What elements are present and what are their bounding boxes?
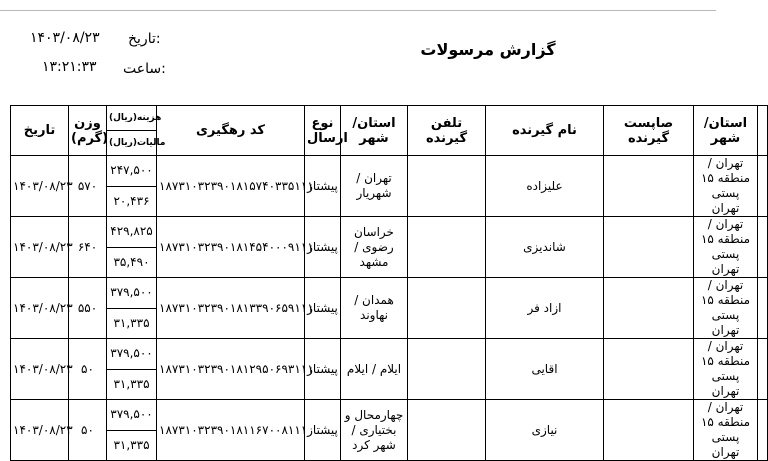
shipments-table — [10, 105, 768, 461]
table-row — [11, 156, 768, 187]
col-weight: وزن (گرم) — [69, 106, 107, 156]
cell-date: ۱۴۰۳/۰۸/۲۳ — [11, 217, 69, 278]
cell-send-type: پیشتاز — [305, 278, 341, 339]
cell-recipient-phone — [408, 339, 486, 400]
cell-tracking-code: ۱۸۷۳۱۰۳۲۳۹۰۱۸۱۳۳۹۰۶۵۹۱۱۱ — [157, 278, 305, 339]
cell-tracking-code: ۱۸۷۳۱۰۳۲۳۹۰۱۸۱۴۵۴۰۰۰۹۱۱۱ — [157, 217, 305, 278]
col-recipient-phone: تلفن گیرنده — [408, 106, 486, 156]
table-header-row — [11, 106, 768, 131]
cell-cost: ۳۷۹,۵۰۰ — [107, 278, 157, 309]
col-cost: هزینه(ریال) — [107, 106, 157, 131]
cell-tax: ۲۰,۴۳۶ — [107, 186, 157, 217]
cell-date: ۱۴۰۳/۰۸/۲۳ — [11, 339, 69, 400]
col-recipient-name: نام گیرنده — [486, 106, 604, 156]
cell-origin-province-city: تهران / منطقه ۱۵ پستی تهران — [694, 217, 758, 278]
cell-cut-off — [758, 339, 768, 400]
cell-date: ۱۴۰۳/۰۸/۲۳ — [11, 278, 69, 339]
col-recipient-postcode: صاپست گیرنده — [604, 106, 694, 156]
cell-tax: ۳۱,۳۳۵ — [107, 308, 157, 339]
cell-weight: ۵۰ — [69, 339, 107, 400]
cell-recipient-postcode — [604, 156, 694, 217]
cell-date: ۱۴۰۳/۰۸/۲۳ — [11, 400, 69, 461]
col-send-type: نوع ارسال — [305, 106, 341, 156]
cell-cut-off — [758, 156, 768, 217]
col-tracking-code: کد رهگیری — [157, 106, 305, 156]
cell-cost: ۳۷۹,۵۰۰ — [107, 339, 157, 370]
cell-weight: ۵۵۰ — [69, 278, 107, 339]
cell-send-type: پیشتاز — [305, 217, 341, 278]
cell-recipient-phone — [408, 400, 486, 461]
table-row — [11, 339, 768, 370]
cell-weight: ۶۴۰ — [69, 217, 107, 278]
cell-dest-province-city: خراسان رضوی / مشهد — [341, 217, 408, 278]
cell-recipient-postcode — [604, 217, 694, 278]
cell-recipient-phone — [408, 156, 486, 217]
cell-recipient-postcode — [604, 339, 694, 400]
cell-tax: ۳۱,۳۳۵ — [107, 430, 157, 461]
table-row — [11, 400, 768, 431]
cell-recipient-phone — [408, 278, 486, 339]
cell-recipient-name: نیازی — [486, 400, 604, 461]
cell-origin-province-city: تهران / منطقه ۱۵ پستی تهران — [694, 339, 758, 400]
cell-cut-off — [758, 278, 768, 339]
cell-origin-province-city: تهران / منطقه ۱۵ پستی تهران — [694, 400, 758, 461]
report-title: گزارش مرسولات — [420, 40, 556, 59]
col-cut-off — [758, 106, 768, 156]
cell-dest-province-city: ایلام / ایلام — [341, 339, 408, 400]
cell-cut-off — [758, 400, 768, 461]
cell-recipient-name: علیزاده — [486, 156, 604, 217]
cell-send-type: پیشتاز — [305, 339, 341, 400]
cell-recipient-name: شاندیزی — [486, 217, 604, 278]
cell-origin-province-city: تهران / منطقه ۱۵ پستی تهران — [694, 278, 758, 339]
cell-cost: ۴۲۹,۸۲۵ — [107, 217, 157, 248]
cell-weight: ۵۷۰ — [69, 156, 107, 217]
cell-weight: ۵۰ — [69, 400, 107, 461]
cell-tax: ۳۵,۴۹۰ — [107, 247, 157, 278]
cell-origin-province-city: تهران / منطقه ۱۵ پستی تهران — [694, 156, 758, 217]
cell-date: ۱۴۰۳/۰۸/۲۳ — [11, 156, 69, 217]
cell-recipient-postcode — [604, 278, 694, 339]
cell-recipient-postcode — [604, 400, 694, 461]
page-top-border — [0, 10, 716, 11]
col-origin-province-city: استان/ شهر — [694, 106, 758, 156]
table-row — [11, 217, 768, 248]
col-dest-province-city: استان/ شهر — [341, 106, 408, 156]
cell-dest-province-city: همدان / نهاوند — [341, 278, 408, 339]
time-value: ۱۳:۲۱:۳۳ — [42, 59, 97, 75]
col-date: تاریخ — [11, 106, 69, 156]
cell-cost: ۳۷۹,۵۰۰ — [107, 400, 157, 431]
time-label: ساعت: — [123, 61, 166, 77]
cell-send-type: پیشتاز — [305, 156, 341, 217]
cell-dest-province-city: تهران / شهریار — [341, 156, 408, 217]
table-row — [11, 278, 768, 309]
cell-send-type: پیشتاز — [305, 400, 341, 461]
cell-cost: ۲۴۷,۵۰۰ — [107, 156, 157, 187]
date-label: تاریخ: — [128, 31, 161, 47]
cell-tracking-code: ۱۸۷۳۱۰۳۲۳۹۰۱۸۱۱۶۷۰۰۸۱۱۱ — [157, 400, 305, 461]
col-tax: مالیات(ریال) — [107, 131, 157, 156]
cell-tracking-code: ۱۸۷۳۱۰۳۲۳۹۰۱۸۱۲۹۵۰۶۹۳۱۱۱ — [157, 339, 305, 400]
cell-cut-off — [758, 217, 768, 278]
date-value: ۱۴۰۳/۰۸/۲۳ — [30, 30, 100, 46]
cell-recipient-name: ازاد فر — [486, 278, 604, 339]
cell-recipient-name: اقایی — [486, 339, 604, 400]
cell-tax: ۳۱,۳۳۵ — [107, 369, 157, 400]
cell-recipient-phone — [408, 217, 486, 278]
cell-tracking-code: ۱۸۷۳۱۰۳۲۳۹۰۱۸۱۵۷۴۰۳۳۵۱۱۱ — [157, 156, 305, 217]
cell-dest-province-city: چهارمحال و بختیاری / شهر کرد — [341, 400, 408, 461]
